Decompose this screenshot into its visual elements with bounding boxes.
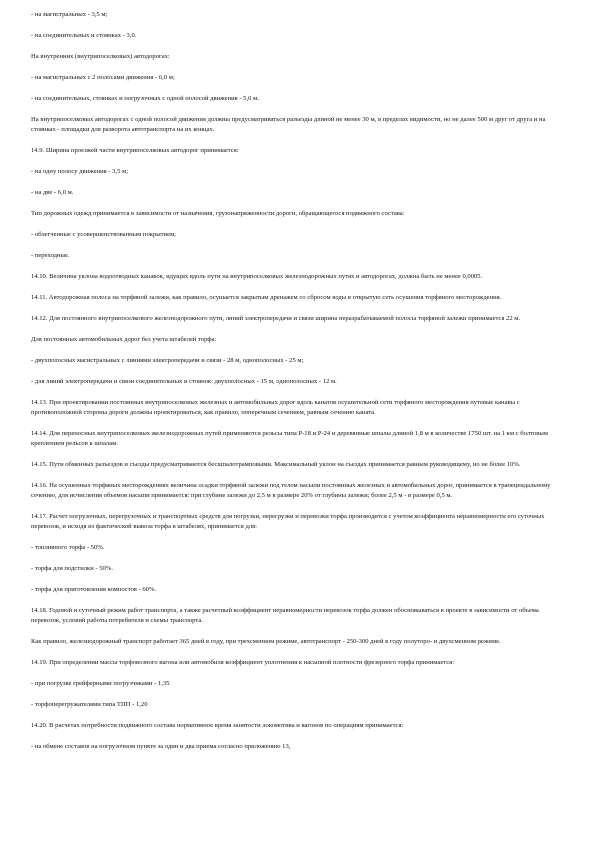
paragraph: Тип дорожных одежд принимается в зависимости от назначения, грузонапряженности дороги, обращающегося подвижного состава: — [31, 210, 405, 217]
paragraph: 14.18. Годовой и суточный режим работ транспорта, а также расчетный коэффициент неравномерности перевозок торфа должен обосновываться в проекте в зависимости от объема перевозок, условий работы потребителя и схемы транспорта. — [31, 607, 539, 624]
paragraph: - облегченные с усовершенствованным покрытием; — [31, 231, 177, 238]
paragraph: 14.13. При проектировании постоянных внутрипоселковых железных и автомобильных дорог вдоль канатов осушительной сети торфяного месторождения путевые канавы с противоположной стороны дороги должны проектироваться, как правило, поперечным сечением, равным сечению каната. — [31, 399, 520, 416]
paragraph: - при погрузке грейферными погрузчиками - 1,35 — [31, 680, 170, 687]
paragraph: 14.17. Расчет погрузочных, перегрузочных и транспортных средств для погрузки, перегрузки и перевозки торфа производится с учетом коэффициента неравномерности его суточных перевозок, и исходя из фактической вывоза торфа в штабелях, принимается для: — [31, 513, 545, 530]
paragraph: - торфа для приготовления компостов - 60%. — [31, 586, 157, 593]
paragraph: - на две - 6,0 м. — [31, 189, 74, 196]
paragraph: 14.16. На осушенных торфяных месторождениях величина осадки торфяной залежи под телом насыпи постоянных железных и автомобильных дорог, принимается в трапецеидальному сечению, для исчисления объемов насыпи принимается: при глубине залежи до 2,5 м в размере 20% от глубины залежи; более 2,5 м - в размере 0,5 м. — [31, 482, 551, 499]
paragraph: - торфоперегружателями типа ТПП - 1,20 — [31, 701, 148, 708]
paragraph: 14.10. Величина уклона водоотводных канавок, идущих вдоль пути на внутрипоселковых железнодорожных путях и автодорогах, должна быть не менее 0,0005. — [31, 273, 483, 280]
paragraph: - на соединительных и стоянках - 3,0. — [31, 32, 137, 39]
paragraph: 14.20. В расчетах потребности подвижного состава нормативное время занятости локомотива и вагонов по операциям принимается: — [31, 722, 404, 729]
paragraph: 14.15. Пути обменных разъездов и съезды предусматриваются бесшпалотрамповыми. Максимальный уклон на съездах принимается равным руководящему, но не более 10%. — [31, 461, 521, 468]
paragraph: - на соединительных, стоянках и погрузочных с одной полосой движения - 5,0 м. — [31, 95, 259, 102]
paragraph: Как правило, железнодорожный транспорт работает 365 дней в году, при трехсменном режиме, автотранспорт - 250-300 дней в году полуторо- и двухсменном режиме. — [31, 638, 501, 645]
paragraph: - на одну полосу движения - 3,5 м; — [31, 168, 129, 175]
paragraph: - топливного торфа - 50%. — [31, 544, 105, 551]
paragraph: - на обмене составов на погрузочном пункте за один и два приема согласно приложению 13, — [31, 743, 291, 750]
paragraph: - для линий электропередачи и связи соединительных и стоянок: двухполосных - 15 м, однополосных - 12 м. — [31, 378, 337, 385]
paragraph: 14.9. Ширина проезжей части внутрипоселковых автодорог принимается: — [31, 147, 239, 154]
paragraph: 14.14. Для переносных внутрипоселковых железнодорожных путей применяются рельсы типа Р-18 и Р-24 и деревянные шпалы длиной 1,8 м в количестве 1750 шт. на 1 км с болтовым креплением рельсов к шпалам. — [31, 430, 548, 447]
paragraph: - переходные. — [31, 252, 70, 259]
paragraph: - торфа для подстилки - 50%. — [31, 565, 113, 572]
paragraph: 14.19. При определении массы торфовозного вагона или автомобиля коэффициент уплотнения к насыпной плотности фрезерного торфа принимается: — [31, 659, 455, 666]
paragraph: На внутрипоселковых автодорогах с одной полосой движения должны предусматриваться разъезды длиной не менее 30 м, в пределах видимости, но не далее 500 м друг от друга и на стоянках - площадки для разворота автотранспорта на их концах. — [31, 116, 546, 133]
paragraph: - на магистральных - 3,5 м; — [31, 11, 108, 18]
paragraph: - двухполосных магистральных с линиями электропередачи и связи - 28 м, однополосных - 25 м; — [31, 357, 304, 364]
paragraph: 14.12. Для постоянного внутрипоселкового железнодорожного пути, линий электропередачи и связи ширина неразрабатываемой полосы торфяной залежи принимается 22 м. — [31, 315, 521, 322]
paragraph: 14.11. Автодорожная полоса на торфяной залежи, как правило, осушается закрытым дренажем со сбросом воды в открытую сеть осушения торфяного месторождения. — [31, 294, 502, 301]
paragraph: Для постоянных автомобильных дорог без учета штабелей торфа: — [31, 336, 217, 343]
paragraph: - на магистральных с 2 полосами движения - 6,0 м; — [31, 74, 175, 81]
section-heading: На внутренних (внутрипоселковых) автодорогах: — [31, 53, 170, 60]
